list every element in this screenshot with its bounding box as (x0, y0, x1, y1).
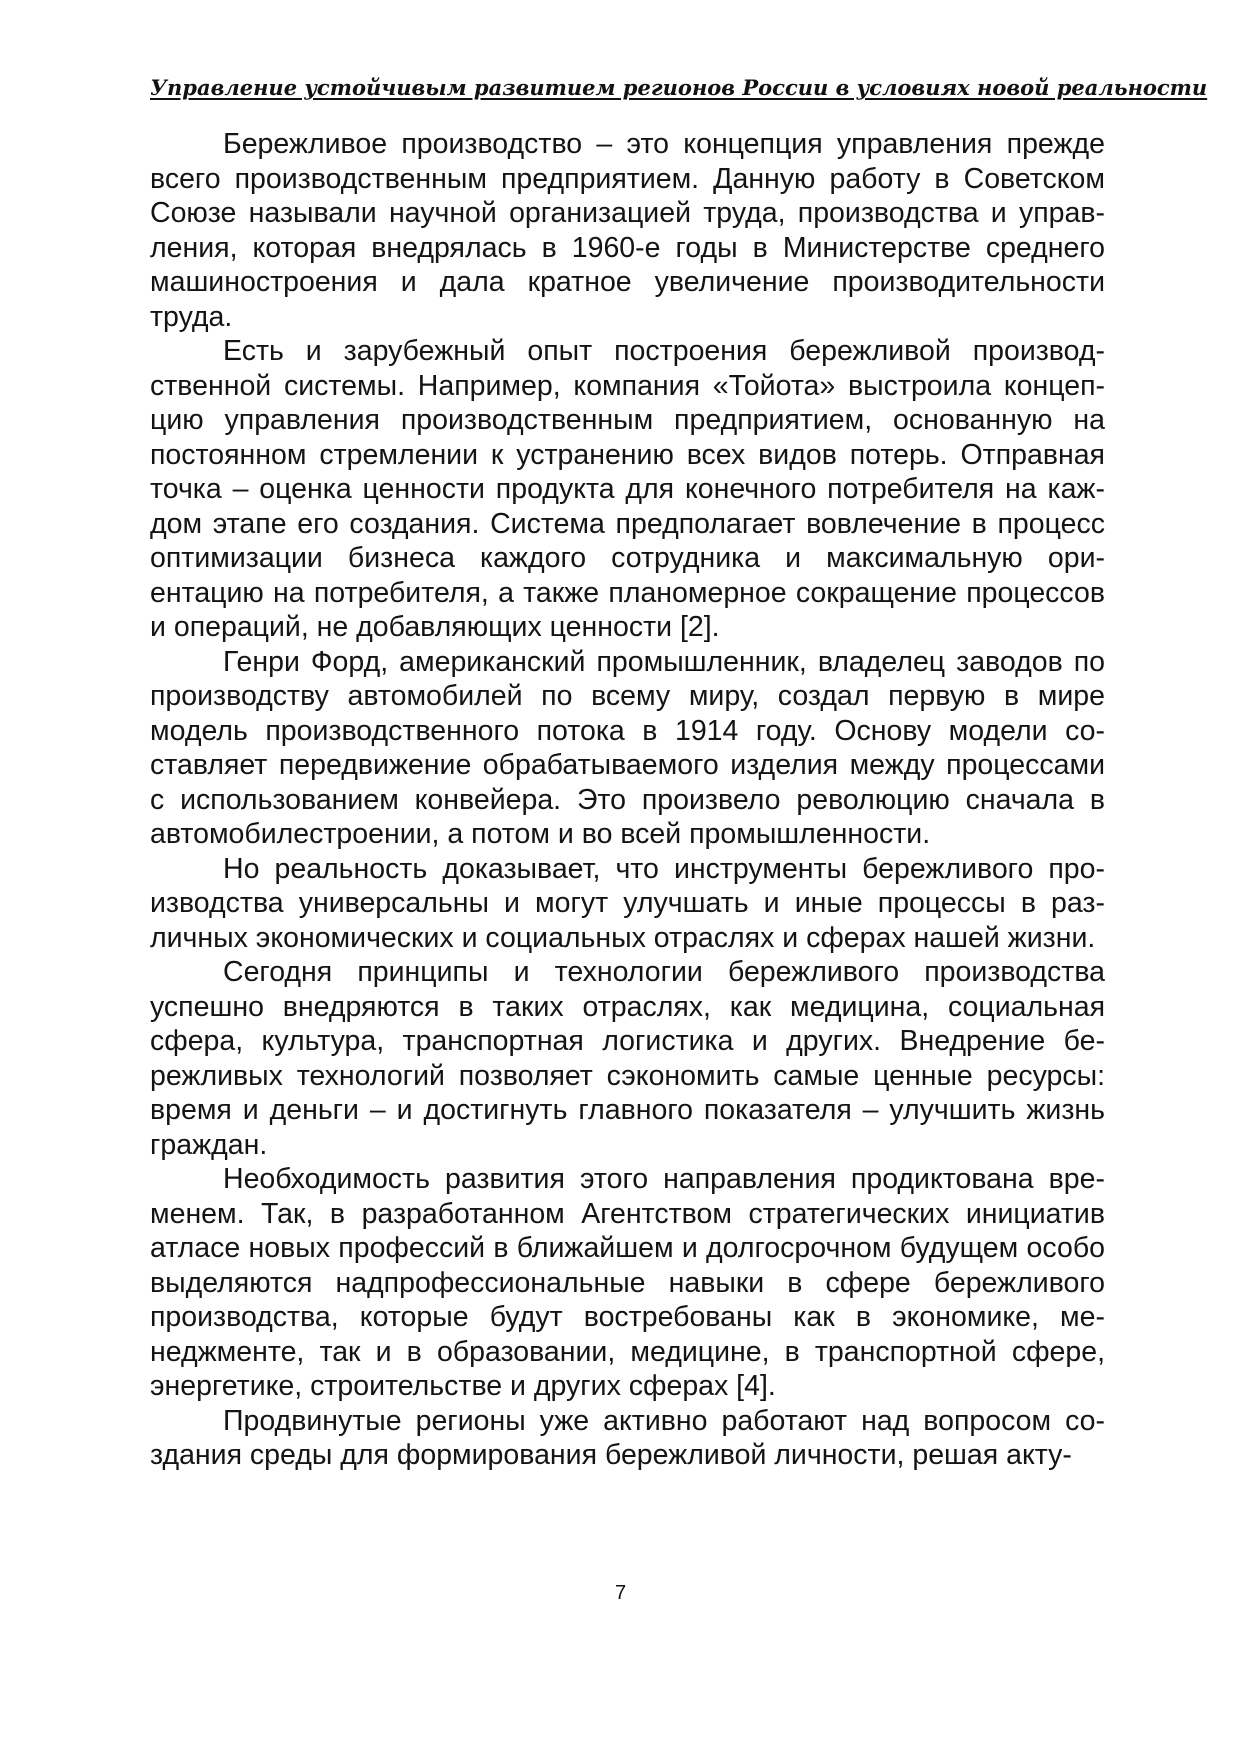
page-number: 7 (614, 1582, 627, 1604)
paragraph-5: Сегодня принципы и технологии бережливого производства успешно внедряются в таких отраслях, как медицина, социальная сфера, культура, транспортная логистика и других. Внедрение бережливых технологий позволяет сэкономить самые ценные ресурсы: время и деньги – и достигнуть главного показателя – улучшить жизнь граждан. (150, 956, 1105, 1161)
paragraph-4: Но реальность доказывает, что инструменты бережливого производства универсальны и могут улучшать и иные процессы в различных экономических и социальных отраслях и сферах нашей жизни. (150, 852, 1105, 954)
paragraph-3: Генри Форд, американский промышленник, владелец заводов по производству автомобилей по всему миру, создал первую в мире модель производственного потока в 1914 году. Основу модели составляет передвижение обрабатываемого изделия между процессами с использованием конвейера. Это произвело революцию сначала в автомобилестроении, а потом и во всей промышленности. (150, 645, 1105, 850)
running-header: Управление устойчивым развитием регионов России в условиях новой реальности (150, 75, 1208, 100)
paragraph-1: Бережливое производство – это концепция управления прежде всего производственным предприятием. Данную работу в Советском Союзе называли научной организацией труда, производства и управления, которая внедрялась в 1960-е годы в Министерстве среднего машиностроения и дала кратное увеличение производительности труда. (150, 128, 1105, 333)
body-text (150, 127, 1105, 1473)
paragraph-2: Есть и зарубежный опыт построения бережливой производственной системы. Например, компания «Тойота» выстроила концепцию управления производственным предприятием, основанную на постоянном стремлении к устранению всех видов потерь. Отправная точка – оценка ценности продукта для конечного потребителя на каждом этапе его создания. Система предполагает вовлечение в процесс оптимизации бизнеса каждого сотрудника и максимальную ориентацию на потребителя, а также планомерное сокращение процессов и операций, не добавляющих ценности [2]. (150, 335, 1105, 643)
paragraph-7: Продвинутые регионы уже активно работают над вопросом создания среды для формирования бережливой личности, решая акту- (150, 1404, 1105, 1471)
paragraph-6: Необходимость развития этого направления продиктована временем. Так, в разработанном Агентством стратегических инициатив атласе новых профессий в ближайшем и долгосрочном будущем особо выделяются надпрофессиональные навыки в сфере бережливого производства, которые будут востребованы как в экономике, менеджменте, так и в образовании, медицине, в транспортной сфере, энергетике, строительстве и других сферах [4]. (150, 1163, 1105, 1402)
